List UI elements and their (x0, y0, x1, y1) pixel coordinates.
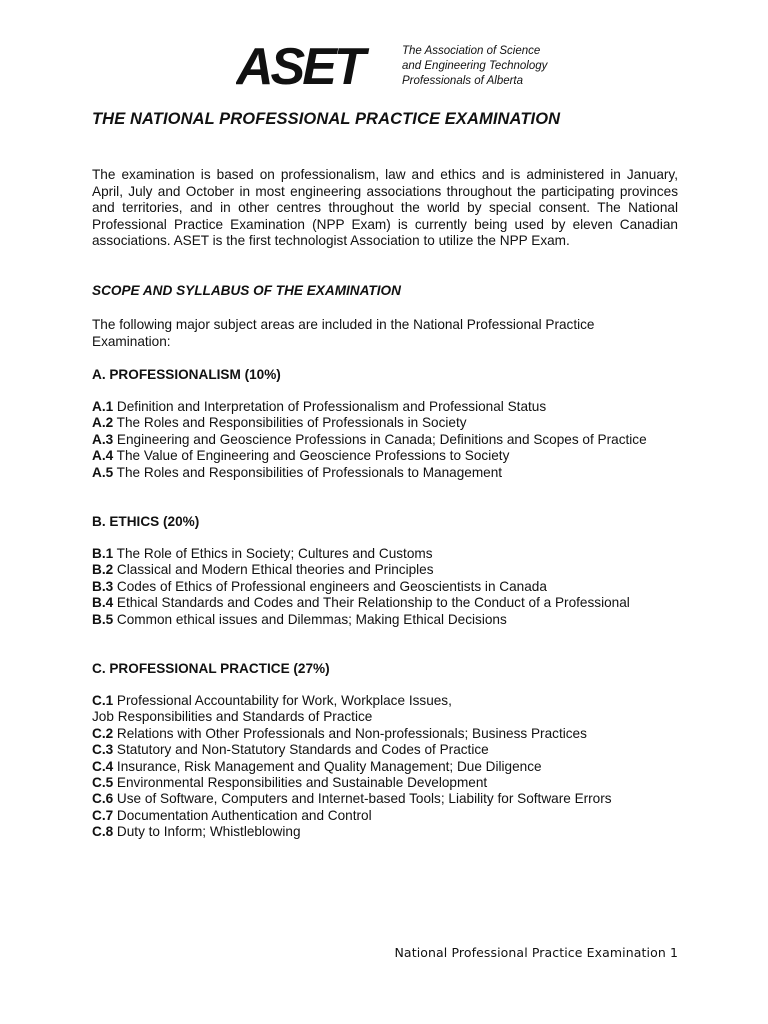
item-code: A.3 (92, 431, 114, 447)
list-item (92, 546, 692, 562)
list-item (92, 824, 692, 840)
item-text: Definition and Interpretation of Professionalism and Professional Status (113, 399, 547, 414)
item-text: The Roles and Responsibilities of Professionals in Society (113, 415, 467, 431)
item-text: Engineering and Geoscience Professions in Canada; Definitions and Scopes of Practice (113, 431, 647, 447)
item-text: Professional Accountability for Work, Workplace Issues, (113, 693, 452, 708)
item-text: Documentation Authentication and Control (113, 807, 372, 823)
list-item (92, 742, 692, 758)
item-text: The Roles and Responsibilities of Professionals to Management (113, 464, 503, 480)
item-code: C.4 (92, 758, 114, 774)
item-code: C.1 (92, 693, 114, 708)
item-code: B.1 (92, 546, 114, 561)
logo-tagline (402, 44, 547, 89)
item-code: C.6 (92, 791, 114, 807)
section-items-professional-practice (92, 693, 692, 841)
item-code: C.8 (92, 824, 114, 840)
list-item (92, 791, 692, 807)
intro-paragraph: The examination is based on professionalism, law and ethics and is administered in January, April, July and October in most engineering associations throughout the participating provinces and territories, and in other centres throughout the world by special consent. The National Professional Practice Examination (NPP Exam) is currently being used by eleven Canadian associations. ASET is the first technologist Association to utilize the NPP Exam. (92, 167, 678, 248)
item-text-continuation: Job Responsibilities and Standards of Practice (92, 709, 373, 725)
item-text: Ethical Standards and Codes and Their Relationship to the Conduct of a Professional (113, 595, 630, 611)
scope-intro-paragraph: The following major subject areas are included in the National Professional Practice Examination: (92, 317, 595, 349)
item-text: Duty to Inform; Whistleblowing (113, 824, 301, 840)
list-item (92, 808, 692, 824)
item-code: C.2 (92, 725, 114, 741)
item-code: A.2 (92, 415, 114, 431)
document-title: THE NATIONAL PROFESSIONAL PRACTICE EXAMINATION (92, 110, 561, 128)
list-item (92, 612, 692, 628)
item-text: Codes of Ethics of Professional engineers and Geoscientists in Canada (113, 578, 547, 594)
item-code: B.5 (92, 611, 114, 627)
logo-wordmark: ASET (236, 42, 363, 90)
list-item (92, 579, 692, 595)
item-code: A.1 (92, 399, 114, 414)
item-text: Statutory and Non-Statutory Standards and Codes of Practice (113, 742, 489, 758)
item-code: B.3 (92, 578, 114, 594)
item-text: The Value of Engineering and Geoscience Professions to Society (113, 448, 510, 464)
aset-logo (236, 40, 547, 92)
list-item (92, 693, 692, 726)
item-text: Environmental Responsibilities and Sustainable Development (113, 775, 488, 791)
page-footer: National Professional Practice Examination 1 (394, 945, 678, 960)
scope-heading: SCOPE AND SYLLABUS OF THE EXAMINATION (92, 283, 401, 298)
item-code: B.4 (92, 595, 114, 611)
aset-logo-icon (236, 42, 396, 90)
list-item (92, 415, 692, 431)
item-code: A.5 (92, 464, 114, 480)
item-code: A.4 (92, 448, 114, 464)
item-code: B.2 (92, 562, 114, 578)
list-item (92, 562, 692, 578)
item-text: Insurance, Risk Management and Quality Management; Due Diligence (113, 758, 542, 774)
section-heading-ethics: B. ETHICS (20%) (92, 514, 200, 529)
item-text: Relations with Other Professionals and Non-professionals; Business Practices (113, 725, 587, 741)
list-item (92, 432, 692, 448)
tagline-line-1: The Association of Science (402, 44, 541, 57)
list-item (92, 595, 692, 611)
section-heading-professionalism: A. PROFESSIONALISM (10%) (92, 367, 281, 382)
section-heading-professional-practice: C. PROFESSIONAL PRACTICE (27%) (92, 661, 330, 676)
item-text: The Role of Ethics in Society; Cultures and Customs (113, 546, 433, 561)
list-item (92, 726, 692, 742)
list-item (92, 759, 692, 775)
list-item (92, 399, 692, 415)
tagline-line-3: Professionals of Alberta (402, 74, 524, 87)
section-items-professionalism (92, 399, 692, 481)
item-text: Classical and Modern Ethical theories and Principles (113, 562, 434, 578)
tagline-line-2: and Engineering Technology (402, 59, 548, 72)
item-code: C.3 (92, 742, 114, 758)
list-item (92, 775, 692, 791)
item-text: Common ethical issues and Dilemmas; Making Ethical Decisions (113, 611, 507, 627)
item-code: C.5 (92, 775, 114, 791)
section-items-ethics (92, 546, 692, 628)
item-code: C.7 (92, 807, 114, 823)
list-item (92, 465, 692, 481)
list-item (92, 448, 692, 464)
item-text: Use of Software, Computers and Internet-based Tools; Liability for Software Errors (113, 791, 612, 807)
